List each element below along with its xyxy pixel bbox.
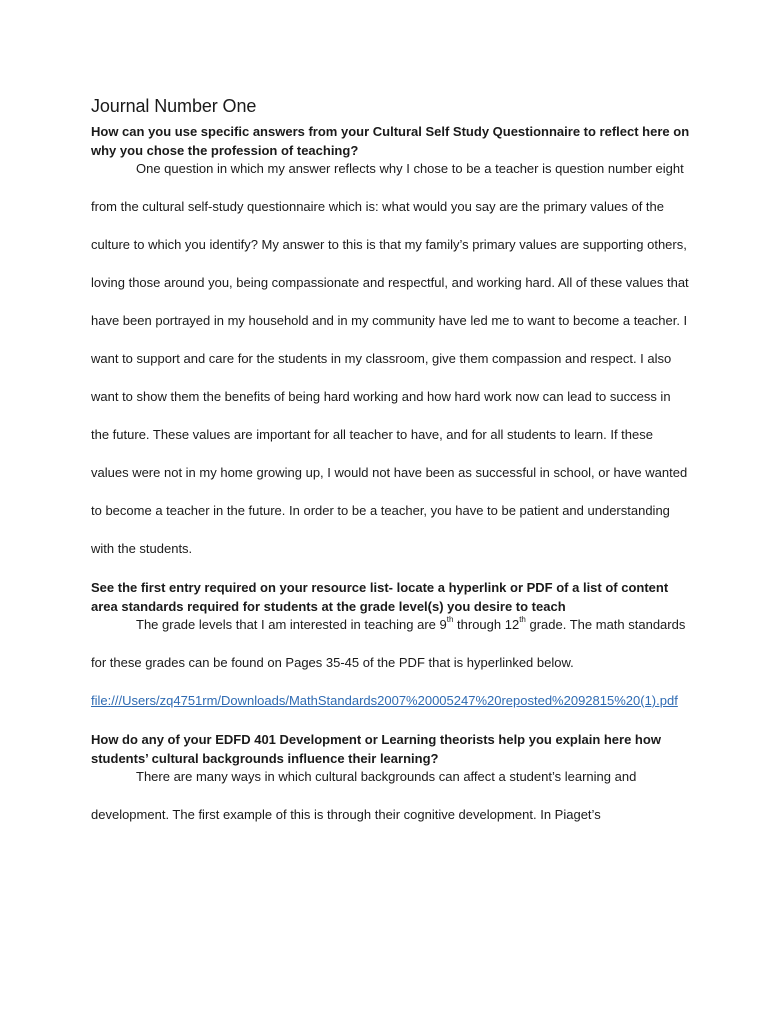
- answer-1-text: One question in which my answer reflects why I chose to be a teacher is question number eight from the cultural self-study questionnaire which is: what would you say are the primary values of the culture to which you identify? My answer to this is that my family’s primary values are supporting others, loving those around you, being compassionate and respectful, and working hard. All of these values that have been portrayed in my household and in my community have led me to want to become a teacher. I want to support and care for the students in my classroom, give them compassion and respect. I also want to show them the benefits of being hard working and how hard work now can lead to success in the future. These values are important for all teacher to have, and for all students to learn. If these values were not in my home growing up, I would not have been as successful in school, or have wanted to become a teacher in the future. In order to be a teacher, you have to be patient and understanding with the students.: [91, 161, 689, 556]
- answer-2-text-part2: through 12: [453, 617, 520, 632]
- page-title: Journal Number One: [91, 96, 257, 116]
- document-page: [91, 94, 691, 834]
- answer-2-text-part1: The grade levels that I am interested in teaching are 9: [136, 617, 447, 632]
- answer-2-text-part3: grade. The math standards for these grades can be found on Pages 35-45 of the PDF that is hyperlinked below.: [91, 617, 686, 670]
- question-2: See the first entry required on your resource list- locate a hyperlink or PDF of a list of content area standards required for students at the grade level(s) you desire to teach: [91, 580, 669, 614]
- answer-2: [91, 606, 691, 682]
- question-3: How do any of your EDFD 401 Development or Learning theorists help you explain here how students’ cultural backgrounds influence their learning?: [91, 732, 661, 766]
- ordinal-suffix-2: th: [519, 614, 526, 624]
- answer-3: [91, 758, 691, 834]
- answer-3-text: There are many ways in which cultural backgrounds can affect a student’s learning and development. The first example of this is through their cognitive development. In Piaget’s: [91, 769, 637, 822]
- ordinal-suffix-1: th: [446, 614, 454, 624]
- question-1: How can you use specific answers from your Cultural Self Study Questionnaire to reflect here on why you chose the profession of teaching?: [91, 124, 690, 158]
- answer-1: [91, 150, 691, 568]
- pdf-hyperlink[interactable]: file:///Users/zq4751rm/Downloads/MathStandards2007%20005247%20reposted%2092815%20(1).pdf: [91, 693, 678, 708]
